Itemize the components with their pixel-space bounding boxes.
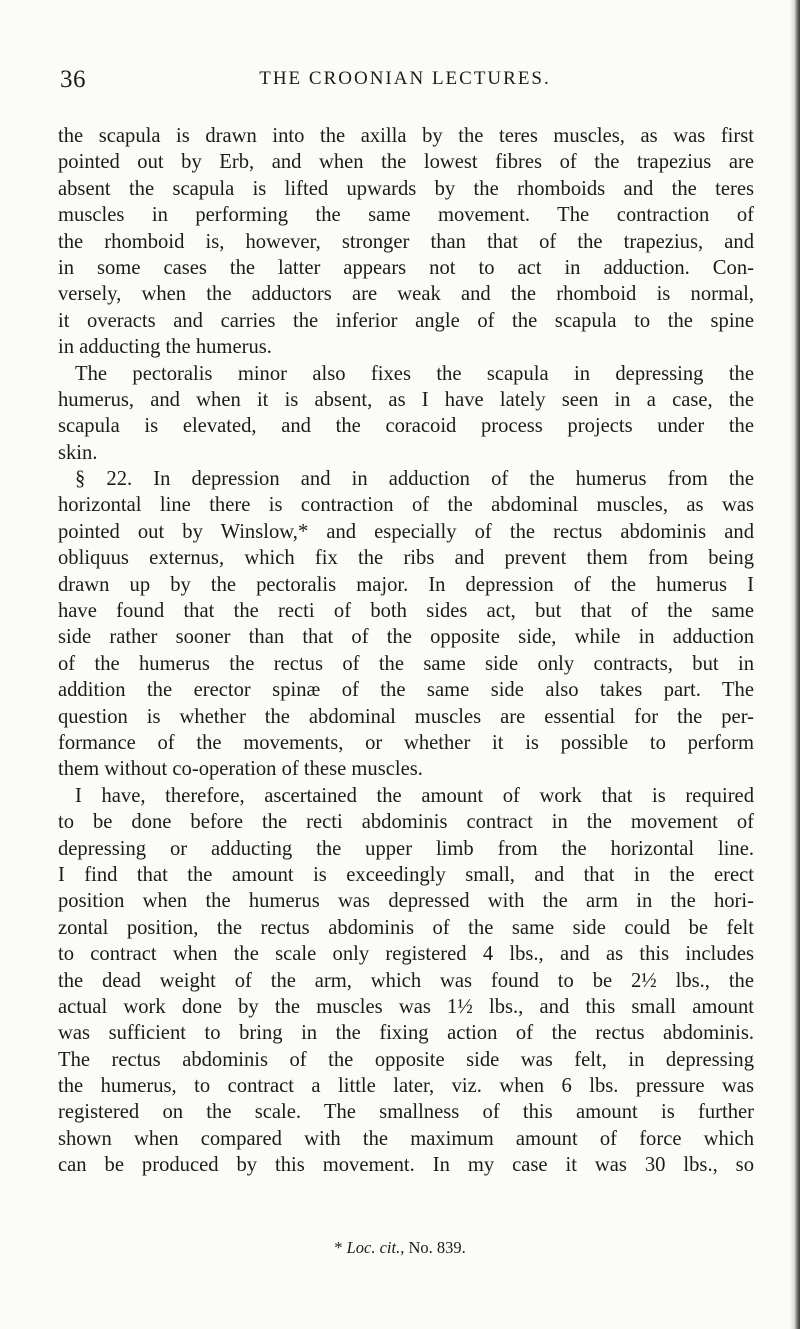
footnote-reference: No. 839.: [404, 1238, 466, 1257]
page-edge-shadow: [790, 0, 800, 1329]
page-header: [60, 66, 750, 96]
text-line: can be produced by this movement. In my case it was 30 lbs., so: [58, 1154, 754, 1177]
text-line: scapula is elevated, and the coracoid process projects under the: [58, 415, 754, 438]
text-line: actual work done by the muscles was 1½ lbs., and this small amount: [58, 995, 754, 1018]
text-line: skin.: [58, 441, 98, 464]
text-line: the dead weight of the arm, which was found to be 2½ lbs., the: [58, 969, 754, 992]
text-line: the humerus, to contract a little later, viz. when 6 lbs. pressure was: [58, 1075, 754, 1098]
text-line: The rectus abdominis of the opposite side was felt, in depressing: [58, 1048, 754, 1071]
text-line: zontal position, the rectus abdominis of the same side could be felt: [58, 916, 754, 939]
text-line: shown when compared with the maximum amount of force which: [58, 1127, 754, 1150]
text-line: versely, when the adductors are weak and the rhomboid is normal,: [58, 283, 754, 306]
text-line: them without co-operation of these muscles.: [58, 758, 423, 781]
text-line: muscles in performing the same movement. The contraction of: [58, 204, 754, 227]
text-line: I find that the amount is exceedingly small, and that in the erect: [58, 863, 754, 886]
text-line: horizontal line there is contraction of the abdominal muscles, as was: [58, 494, 754, 517]
text-line: § 22. In depression and in adduction of the humerus from the: [75, 468, 754, 491]
text-line: side rather sooner than that of the opposite side, while in adduction: [58, 626, 754, 649]
footnote: [0, 1238, 800, 1258]
text-line: to be done before the recti abdominis contract in the movement of: [58, 811, 754, 834]
text-line: pointed out by Winslow,* and especially of the rectus abdominis and: [58, 520, 754, 543]
text-line: it overacts and carries the inferior angle of the scapula to the spine: [58, 309, 754, 332]
text-line: the scapula is drawn into the axilla by the teres muscles, as was first: [58, 125, 754, 147]
footnote-marker: *: [334, 1238, 347, 1257]
text-line: drawn up by the pectoralis major. In depression of the humerus I: [58, 573, 754, 596]
text-line: I have, therefore, ascertained the amount of work that is required: [75, 784, 754, 807]
text-line: absent the scapula is lifted upwards by the rhomboids and the teres: [58, 177, 754, 200]
page-number: 36: [60, 66, 86, 93]
text-line: addition the erector spinæ of the same side also takes part. The: [58, 679, 754, 702]
text-line: question is whether the abdominal muscles are essential for the per-: [58, 705, 754, 728]
text-line: have found that the recti of both sides act, but that of the same: [58, 600, 754, 623]
text-line: The pectoralis minor also fixes the scapula in depressing the: [75, 362, 754, 385]
text-line: was sufficient to bring in the fixing action of the rectus abdominis.: [58, 1022, 754, 1045]
text-line: obliquus externus, which fix the ribs and prevent them from being: [58, 547, 754, 570]
text-line: depressing or adducting the upper limb from the horizontal line.: [58, 837, 754, 860]
text-line: pointed out by Erb, and when the lowest fibres of the trapezius are: [58, 151, 754, 174]
text-line: humerus, and when it is absent, as I have lately seen in a case, the: [58, 388, 754, 411]
running-head: THE CROONIAN LECTURES.: [259, 68, 551, 89]
text-line: to contract when the scale only registered 4 lbs., and as this includes: [58, 943, 754, 966]
text-line: in some cases the latter appears not to act in adduction. Con-: [58, 256, 754, 279]
text-line: of the humerus the rectus of the same side only contracts, but in: [58, 652, 754, 675]
body-text: [58, 123, 754, 1179]
footnote-citation: Loc. cit.,: [346, 1238, 405, 1257]
text-line: position when the humerus was depressed with the arm in the hori-: [58, 890, 754, 913]
text-line: registered on the scale. The smallness of this amount is further: [58, 1101, 754, 1124]
text-line: formance of the movements, or whether it is possible to perform: [58, 731, 754, 754]
text-line: the rhomboid is, however, stronger than that of the trapezius, and: [58, 230, 754, 253]
text-line: in adducting the humerus.: [58, 336, 272, 359]
